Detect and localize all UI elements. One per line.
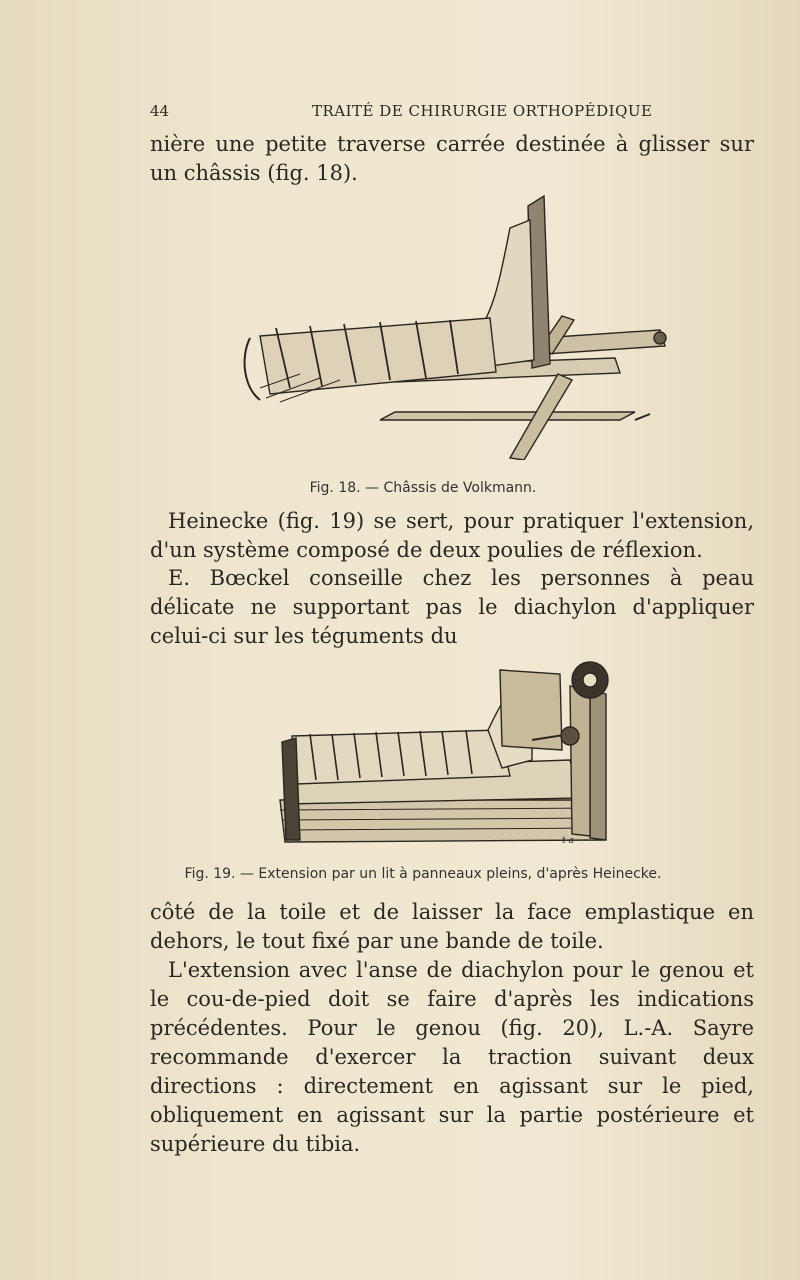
- running-title: TRAITÉ DE CHIRURGIE ORTHOPÉDIQUE: [312, 102, 653, 120]
- figure-19-label: t a: [562, 836, 574, 846]
- paragraph-5: L'extension avec l'anse de diachylon pour le genou et le cou-de-pied doit se faire d'après les indications précédentes. Pour le genou (fig. 20), L.-A. Sayre recommande d'exercer la traction suivant deux directions : directement en agissant sur le pied, obliquement en agissant sur la partie postérieure et supérieure du tibia.: [150, 958, 754, 1156]
- figure-18-caption: Fig. 18. — Châssis de Volkmann.: [309, 480, 537, 496]
- page-number: 44: [150, 102, 170, 120]
- paragraph-1: nière une petite traverse carrée destinée à glisser sur un châssis (fig. 18).: [150, 132, 754, 185]
- paragraph-4: côté de la toile et de laisser la face emplastique en dehors, le tout fixé par une bande de toile.: [150, 900, 754, 953]
- figure-19-illustration: [270, 650, 630, 850]
- paragraph-2: Heinecke (fig. 19) se sert, pour pratiquer l'extension, d'un système composé de deux poulies de réflexion.: [150, 509, 754, 562]
- figure-19-caption: Fig. 19. — Extension par un lit à panneaux pleins, d'après Heinecke.: [184, 866, 662, 882]
- page-header: [150, 102, 750, 124]
- paragraph-3: E. Bœckel conseille chez les personnes à peau délicate ne supportant pas le diachylon d'appliquer celui-ci sur les téguments du: [150, 566, 754, 648]
- figure-18-illustration: [240, 188, 680, 460]
